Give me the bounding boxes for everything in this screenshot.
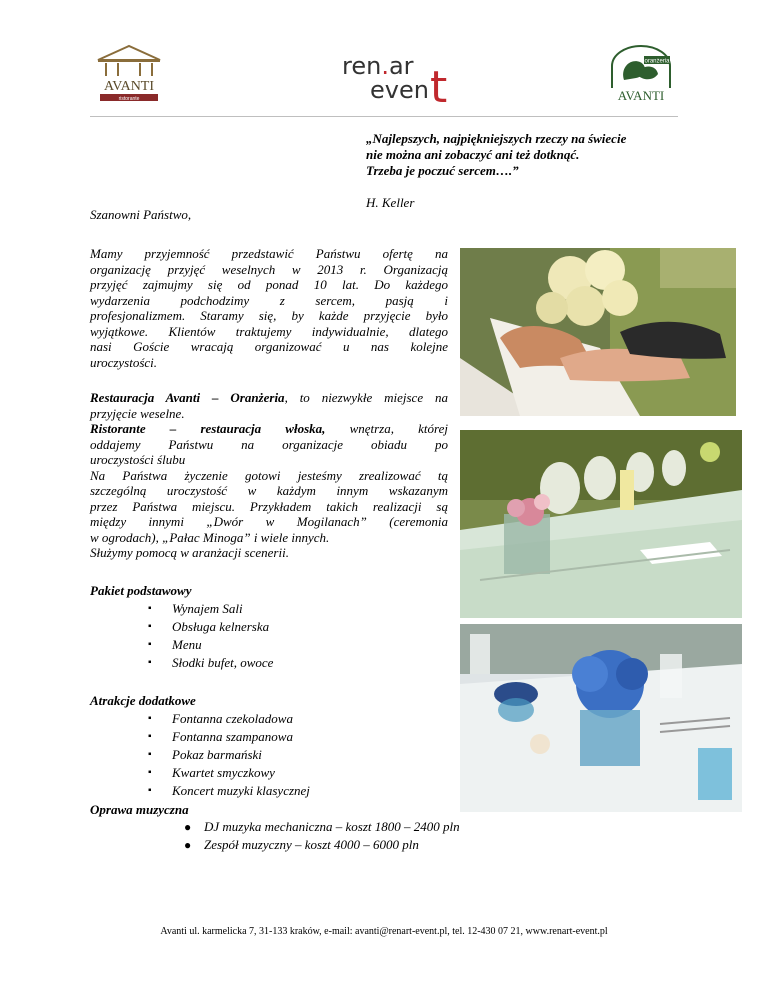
paragraph-line: między innymi „Dwór w Mogilanach” (ceremonia xyxy=(90,514,448,529)
quote-line: nie można ani zobaczyć ani też dotknąć. xyxy=(366,147,580,162)
svg-text:t: t xyxy=(430,62,448,106)
svg-text:even: even xyxy=(370,76,429,104)
paragraph-line: wyjątkowe. Klientów traktujemy indywidualnie, dlatego xyxy=(90,323,448,339)
paragraph-line: wydarzenia podchodzimy z sercem, pasją i xyxy=(90,292,448,308)
header-divider xyxy=(90,116,678,117)
paragraph-line: oddajemy Państwu na organizacje obiadu po xyxy=(90,436,448,452)
square-bullet-icon: ▪ xyxy=(148,785,152,796)
paragraph-line: uroczystości. xyxy=(90,354,158,370)
quote-line: „Najlepszych, najpiękniejszych rzeczy na świecie xyxy=(366,131,627,146)
svg-text:ren.ar: ren.ar xyxy=(342,52,414,80)
basic-package-title: Pakiet podstawowy xyxy=(90,583,192,598)
paragraph-line: Służymy pomocą w aranżacji scenerii. xyxy=(90,545,289,560)
svg-text:AVANTI: AVANTI xyxy=(103,79,155,94)
svg-text:ristorante: ristorante xyxy=(118,96,140,102)
table-setting-photo xyxy=(460,430,742,618)
paragraph-line: przez Państwa miejscu. Przykładem takich realizacji są xyxy=(90,498,448,514)
music-title: Oprawa muzyczna xyxy=(90,802,189,817)
paragraph-line: organizację przyjęć weselnych w 2013 r. Organizacją xyxy=(90,261,448,277)
paragraph-line: nasi Goście wracają organizować u nas kolejne xyxy=(90,339,448,354)
quote-line: Trzeba je poczuć sercem….” xyxy=(366,163,519,178)
square-bullet-icon: ▪ xyxy=(148,749,152,760)
wedding-hands-roses-photo xyxy=(460,248,736,416)
paragraph-line: przyjęć zajmujmy się od ponad 10 lat. Do każdego xyxy=(90,277,448,292)
square-bullet-icon: ▪ xyxy=(148,767,152,778)
square-bullet-icon: ▪ xyxy=(148,713,152,724)
greeting: Szanowni Państwo, xyxy=(90,207,192,222)
list-item: ▪ Wynajem Sali xyxy=(148,601,243,616)
extras-list xyxy=(148,710,310,800)
list-item: ● Zespół muzyczny – koszt 4000 – 6000 pln xyxy=(184,837,419,852)
list-item: ▪ Koncert muzyki klasycznej xyxy=(148,783,310,798)
extras-title: Atrakcje dodatkowe xyxy=(90,693,196,708)
blue-hydrangea-table-photo xyxy=(460,624,742,812)
list-item: ▪ Pokaz barmański xyxy=(148,747,262,762)
square-bullet-icon: ▪ xyxy=(148,731,152,742)
paragraph-line: szczególną uroczystość w każdym innym wskazanym xyxy=(90,483,448,498)
avanti-ristorante-logo xyxy=(92,44,166,104)
intro-paragraph xyxy=(90,246,448,370)
list-item: ● DJ muzyka mechaniczna – koszt 1800 – 2400 pln xyxy=(184,819,460,834)
round-bullet-icon: ● xyxy=(184,820,192,834)
paragraph-line: Mamy przyjemność przedstawić Państwu ofertę na xyxy=(90,246,448,261)
venues-paragraph xyxy=(90,390,448,561)
oranzeria-avanti-logo xyxy=(606,44,676,104)
square-bullet-icon: ▪ xyxy=(148,657,152,668)
svg-text:AVANTI: AVANTI xyxy=(617,88,665,103)
paragraph-line: w ogrodach), „Pałac Minoga” i wiele innych. xyxy=(90,529,330,545)
quote-author: H. Keller xyxy=(366,195,415,210)
footer-contact: Avanti ul. karmelicka 7, 31-133 kraków, e-mail: avanti@renart-event.pl, tel. 12-430 07 21, www.renart-event.pl xyxy=(160,926,608,937)
paragraph-line: profesjonalizmem. Staramy się, by każde przyjęcie było xyxy=(90,308,448,323)
music-list xyxy=(184,818,460,854)
list-item: ▪ Obsługa kelnerska xyxy=(148,619,270,634)
list-item: ▪ Słodki bufet, owoce xyxy=(148,655,274,670)
svg-text:oranżeria: oranżeria xyxy=(644,58,670,65)
quote xyxy=(366,131,666,179)
paragraph-line: uroczystości ślubu xyxy=(90,452,186,467)
list-item: ▪ Menu xyxy=(148,637,202,652)
list-item: ▪ Fontanna czekoladowa xyxy=(148,711,293,726)
list-item: ▪ Kwartet smyczkowy xyxy=(148,765,275,780)
paragraph-line: przyjęcie weselne. xyxy=(90,405,185,421)
round-bullet-icon: ● xyxy=(184,838,192,852)
paragraph-line: Restauracja Avanti – Oranżeria, to niezwykłe miejsce na xyxy=(90,390,448,405)
paragraph-line: Na Państwa życzenie gotowi jesteśmy zrealizować tą xyxy=(90,467,448,483)
square-bullet-icon: ▪ xyxy=(148,639,152,650)
renart-event-logo xyxy=(340,50,456,106)
square-bullet-icon: ▪ xyxy=(148,621,152,632)
list-item: ▪ Fontanna szampanowa xyxy=(148,729,293,744)
basic-package-list xyxy=(148,600,273,672)
paragraph-line: Ristorante – restauracja włoska, wnętrza, której xyxy=(90,421,449,436)
square-bullet-icon: ▪ xyxy=(148,603,152,614)
